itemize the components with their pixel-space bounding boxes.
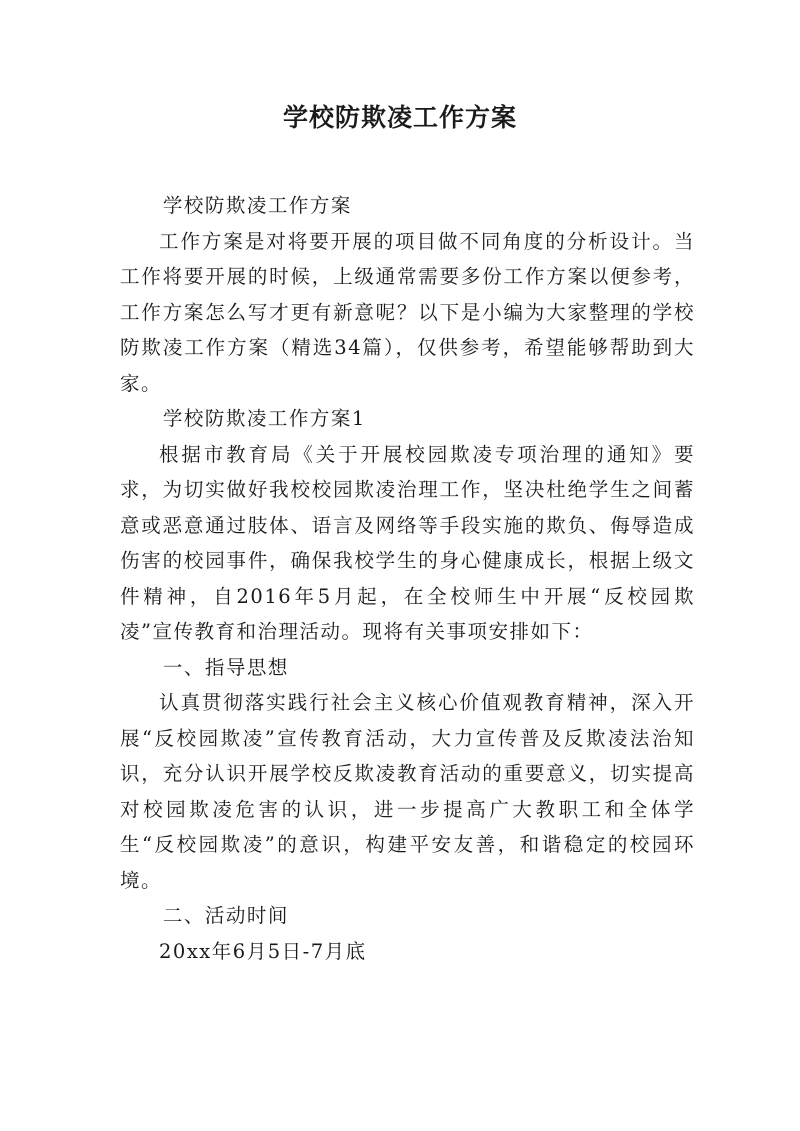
document-body [120,188,695,969]
intro-paragraph: 工作方案是对将要开展的项目做不同角度的分析设计。当工作将要开展的时候，上级通常需要多份工作方案以便参考，工作方案怎么写才更有新意呢？以下是小编为大家整理的学校防欺凌工作方案（精选34篇），仅供参考，希望能够帮助到大家。 [120,229,695,395]
guiding-thought-paragraph: 认真贯彻落实践行社会主义核心价值观教育精神，深入开展“反校园欺凌”宣传教育活动，大力宣传普及反欺凌法治知识，充分认识开展学校反欺凌教育活动的重要意义，切实提高对校园欺凌危害的认识，进一步提高广大教职工和全体学生“反校园欺凌”的意识，构建平安友善，和谐稳定的校园环境。 [120,691,695,892]
plan-1-intro-paragraph: 根据市教育局《关于开展校园欺凌专项治理的通知》要求，为切实做好我校校园欺凌治理工作，坚决杜绝学生之间蓄意或恶意通过肢体、语言及网络等手段实施的欺负、侮辱造成伤害的校园事件，确保我校学生的身心健康成长，根据上级文件精神，自2016年5月起，在全校师生中开展“反校园欺凌”宣传教育和治理活动。现将有关事项安排如下： [120,442,695,643]
heading-activity-time: 二、活动时间 [162,904,289,927]
activity-time-paragraph: 20xx年6月5日-7月底 [159,939,367,963]
heading-guiding-thought: 一、指导思想 [162,655,289,679]
subtitle-paragraph: 学校防欺凌工作方案 [162,194,352,217]
document-title: 学校防欺凌工作方案 [282,103,517,132]
section-title-plan-1: 学校防欺凌工作方案1 [162,407,366,430]
